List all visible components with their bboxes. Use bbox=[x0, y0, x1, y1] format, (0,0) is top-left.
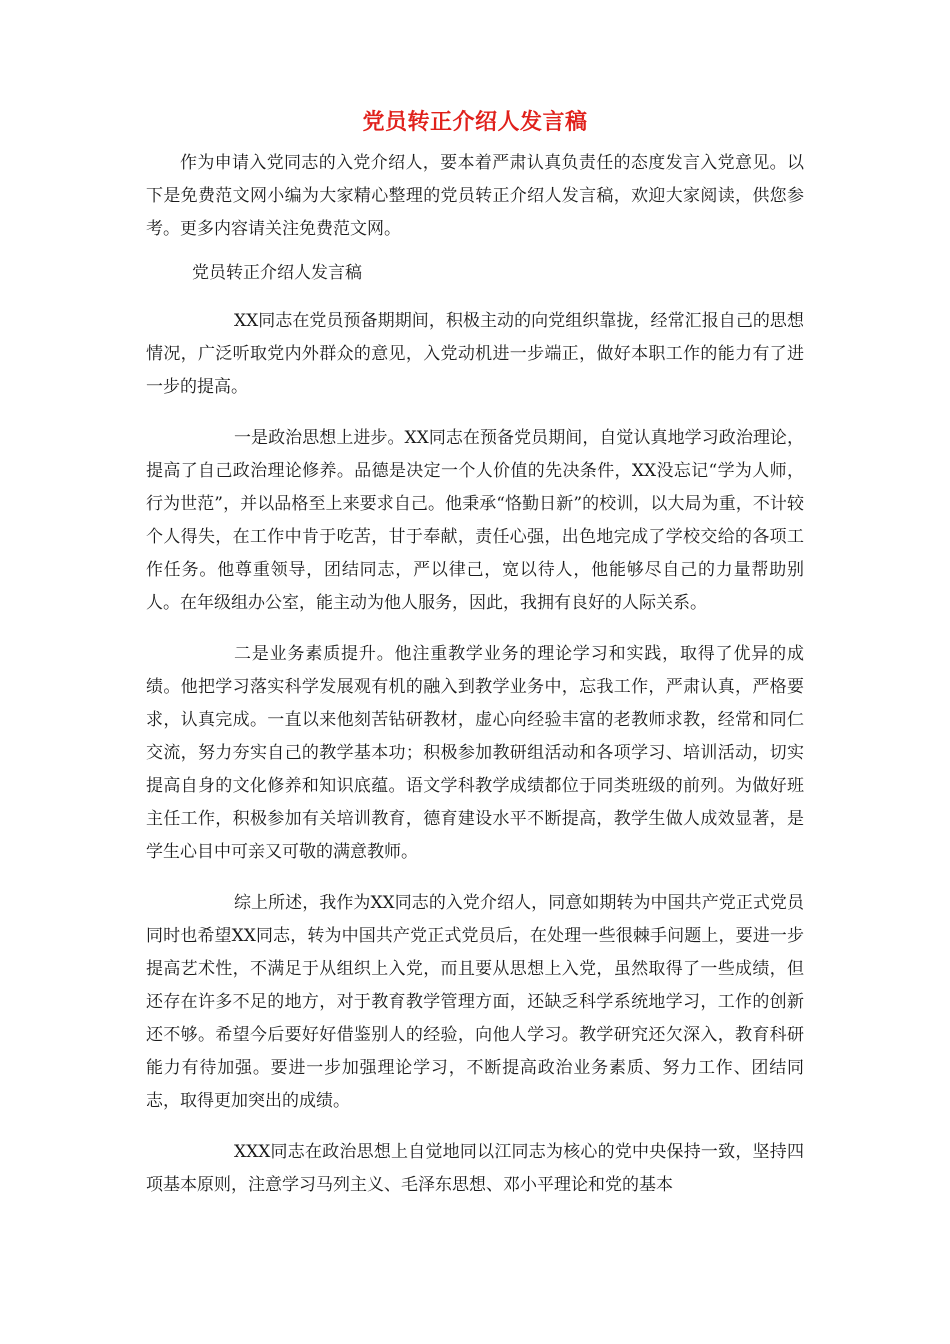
document-page bbox=[146, 108, 804, 1202]
body-paragraph-5: XXX同志在政治思想上自觉地同以江同志为核心的党中央保持一致，坚持四项基本原则，注意学习马列主义、毛泽东思想、邓小平理论和党的基本 bbox=[146, 1142, 804, 1195]
body-paragraph-4: 综上所述，我作为XX同志的入党介绍人，同意如期转为中国共产党正式党员同时也希望XX同志，转为中国共产党正式党员后，在处理一些很棘手问题上，要进一步提高艺术性，不满足于从组织上入党，而且要从思想上入党，虽然取得了一些成绩，但还存在许多不足的地方，对于教育教学管理方面，还缺乏科学系统地学习，工作的创新还不够。希望今后要好好借鉴别人的经验，向他人学习。教学研究还欠深入，教育科研能力有待加强。要进一步加强理论学习，不断提高政治业务素质、努力工作、团结同志，取得更加突出的成绩。 bbox=[146, 893, 804, 1111]
body-paragraph-3: 二是业务素质提升。他注重教学业务的理论学习和实践，取得了优异的成绩。他把学习落实科学发展观有机的融入到教学业务中，忘我工作，严肃认真，严格要求，认真完成。一直以来他刻苦钻研教材，虚心向经验丰富的老教师求教，经常和同仁交流，努力夯实自己的教学基本功；积极参加教研组活动和各项学习、培训活动，切实提高自身的文化修养和知识底蕴。语文学科教学成绩都位于同类班级的前列。为做好班主任工作，积极参加有关培训教育，德育建设水平不断提高，教学生做人成效显著，是学生心目中可亲又可敬的满意教师。 bbox=[146, 644, 804, 862]
body-paragraph-1: XX同志在党员预备期期间，积极主动的向党组织靠拢，经常汇报自己的思想情况，广泛听取党内外群众的意见，入党动机进一步端正，做好本职工作的能力有了进一步的提高。 bbox=[146, 311, 804, 397]
body-paragraphs bbox=[146, 305, 804, 1202]
section-subheading: 党员转正介绍人发言稿 bbox=[192, 263, 362, 283]
intro-paragraph: 作为申请入党同志的入党介绍人，要本着严肃认真负责任的态度发言入党意见。以下是免费范文网小编为大家精心整理的党员转正介绍人发言稿，欢迎大家阅读，供您参考。更多内容请关注免费范文网。 bbox=[146, 153, 804, 239]
body-paragraph-2: 一是政治思想上进步。XX同志在预备党员期间，自觉认真地学习政治理论，提高了自己政治理论修养。品德是决定一个人价值的先决条件，XX没忘记“学为人师，行为世范”，并以品格至上来要求自己。他秉承“恪勤日新”的校训，以大局为重，不计较个人得失，在工作中肯于吃苦，甘于奉献，责任心强，出色地完成了学校交给的各项工作任务。他尊重领导，团结同志，严以律己，宽以待人，他能够尽自己的力量帮助别人。在年级组办公室，能主动为他人服务，因此，我拥有良好的人际关系。 bbox=[146, 428, 804, 613]
document-title: 党员转正介绍人发言稿 bbox=[362, 110, 588, 135]
